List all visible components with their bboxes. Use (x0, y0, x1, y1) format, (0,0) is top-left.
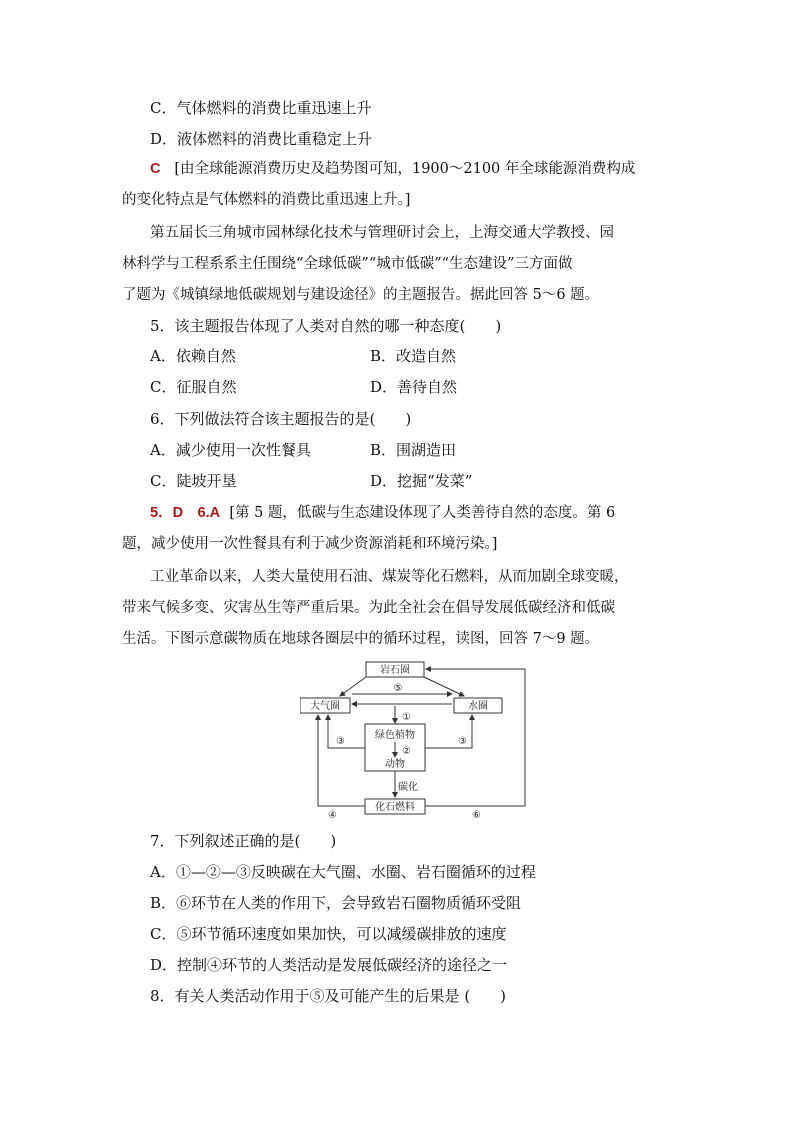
q7-stem: 7．下列叙述正确的是( ) (150, 832, 337, 850)
q5-option-row1 (150, 346, 457, 366)
q5-option-d: D．善待自然 (370, 378, 458, 396)
intro-7-9-line2: 带来气候多变、灾害丛生等严重后果。为此全社会在倡导发展低碳经济和低碳 (122, 600, 615, 616)
plants-label: 绿色植物 (375, 730, 415, 741)
intro-5-6 (122, 218, 682, 311)
q4-explanation-line1: [由全球能源消费历史及趋势图可知，1900～2100 年全球能源消费构成 (174, 161, 636, 177)
label-4: ④ (328, 810, 337, 820)
q7-option-b: B．⑥环节在人类的作用下，会导致岩石圈物质循环受阻 (150, 894, 522, 912)
fossil-fuel-label: 化石燃料 (375, 802, 415, 813)
q6-stem: 6．下列做法符合该主题报告的是( ) (150, 410, 412, 428)
q6-option-d: D．挖掘“发菜” (370, 472, 473, 490)
q7-option-c: C．⑤环节循环速度如果加快，可以减缓碳排放的速度 (150, 925, 507, 943)
q4-answer-letter: C (150, 161, 161, 177)
label-1: ① (402, 712, 411, 723)
answer-5-6-block (122, 498, 682, 560)
lithosphere-label: 岩石圈 (380, 665, 410, 676)
q6-option-b: B．围湖造田 (370, 441, 457, 459)
answer-5-6-line2: 题，减少使用一次性餐具有利于减少资源消耗和环境污染。] (122, 536, 498, 552)
q6-option-c: C．陡坡开垦 (150, 472, 237, 490)
q7-option-d: D．控制④环节的人类活动是发展低碳经济的途径之一 (150, 956, 508, 974)
label-2: ② (402, 746, 411, 757)
q5-stem: 5．该主题报告体现了人类对自然的哪一种态度( ) (150, 317, 502, 335)
intro-7-9 (122, 562, 682, 655)
hydrosphere-label: 水圈 (468, 701, 488, 712)
q6-option-a: A．减少使用一次性餐具 (150, 441, 311, 459)
intro-7-9-line3: 生活。下图示意碳物质在地球各圈层中的循环过程，读图，回答 7～9 题。 (122, 631, 600, 647)
label-5: ⑤ (393, 683, 403, 694)
answer-5-6-line1: [第 5 题，低碳与生态建设体现了人类善待自然的态度。第 6 (229, 505, 616, 521)
arrow-6 (425, 669, 525, 806)
answer-5-6-letters: 5．D 6.A (150, 505, 221, 521)
arrow-lithosphere-atmosphere (340, 677, 366, 696)
atmosphere-label: 大气圈 (310, 701, 340, 712)
hydrosphere-box (454, 698, 502, 713)
intro-5-6-line2: 林科学与工程系系主任围绕“全球低碳”“城市低碳”“生态建设”三方面做 (122, 256, 573, 272)
animals-label: 动物 (385, 759, 405, 770)
atmosphere-box (300, 698, 350, 713)
arrow-4 (318, 715, 365, 806)
fossil-fuel-box (365, 799, 425, 814)
arrow-lithosphere-hydrosphere (424, 677, 464, 696)
q5-option-a: A．依赖自然 (150, 347, 236, 365)
q4-answer-block (122, 154, 682, 216)
q8-stem: 8．有关人类活动作用于⑤及可能产生的后果是 ( ) (150, 987, 507, 1005)
q7-option-a: A．①—②—③反映碳在大气圈、水圈、岩石圈循环的过程 (150, 863, 536, 881)
arrow-3-atmosphere (328, 715, 365, 748)
label-carbonize: 碳化 (398, 782, 418, 793)
intro-5-6-line1: 第五届长三角城市园林绿化技术与管理研讨会上，上海交通大学教授、园 (150, 225, 614, 241)
q5-option-row2 (150, 377, 458, 397)
carbon-cycle-diagram (300, 660, 530, 820)
lithosphere-box (366, 662, 424, 677)
q5-option-c: C．征服自然 (150, 378, 237, 396)
q5-option-b: B．改造自然 (370, 347, 457, 365)
q4-option-d: D．液体燃料的消费比重稳定上升 (150, 130, 373, 148)
label-3-left: ③ (336, 736, 345, 747)
q4-explanation-line2: 的变化特点是气体燃料的消费比重迅速上升。] (122, 192, 411, 208)
label-3-right: ③ (458, 736, 467, 747)
q6-option-row2 (150, 471, 473, 491)
q4-option-c: C．气体燃料的消费比重迅速上升 (150, 99, 372, 117)
label-6: ⑥ (472, 810, 481, 820)
q6-option-row1 (150, 440, 457, 460)
intro-5-6-line3: 了题为《城镇绿地低碳规划与建设途径》的主题报告。据此回答 5～6 题。 (122, 287, 600, 303)
intro-7-9-line1: 工业革命以来，人类大量使用石油、煤炭等化石燃料，从而加剧全球变暖， (150, 569, 629, 585)
